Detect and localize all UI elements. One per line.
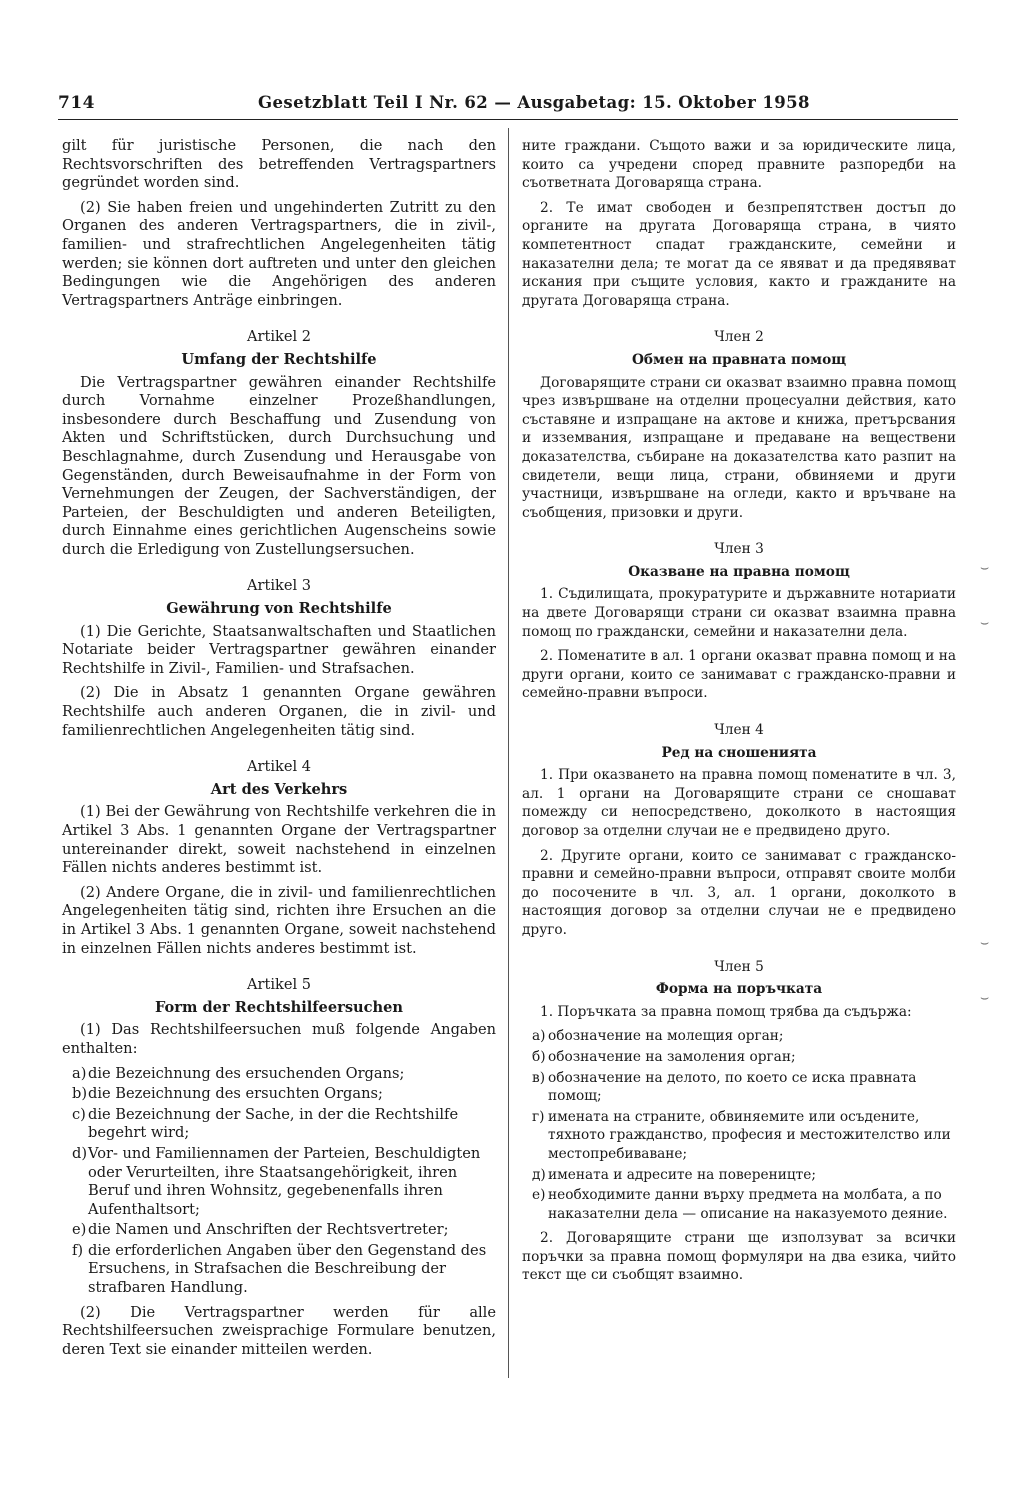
- list-item: в) обозначение на делото, по което се иска правната помощ;: [532, 1069, 917, 1105]
- article-heading: Form der Rechtshilfeersuchen: [154, 998, 404, 1016]
- article-heading: Форма на поръчката: [655, 981, 823, 998]
- article-title: Artikel 5: [246, 976, 312, 994]
- article-title: Член 5: [714, 958, 764, 975]
- list-item: d) Vor- und Familiennamen der Parteien, Beschuldigten oder Verurteilten, ihre Staatsangehörigkeit, ihren Beruf und ihren Wohnsitz, gegebenenfalls ihren Aufenthaltsort;: [72, 1144, 481, 1218]
- paragraph: 2. Те имат свободен и безпрепятствен достъп до органите на другата Договаряща страна, в чиято компетентност спадат гражданските, семейни и наказателни дела; те могат да се явяват и да предявяват искания при същите условия, както и гражданите на другата Договаряща страна.: [522, 199, 956, 309]
- paragraph: 1. Съдилищата, прокуратурите и държавните нотариати на двете Договарящи страни си оказват взаимна правна помощ по граждански, семейни и наказателни дела.: [522, 586, 956, 640]
- article-title: Член 2: [714, 329, 764, 346]
- column-divider: [508, 128, 509, 1378]
- paragraph: (2) Die Vertragspartner werden für alle Rechtshilfeersuchen zweisprachige Formulare benutzen, deren Text sie einander mitteilen werden.: [62, 1303, 496, 1358]
- list-item: c) die Bezeichnung der Sache, in der die Rechtshilfe begehrt wird;: [72, 1105, 459, 1142]
- paragraph: (2) Die in Absatz 1 genannten Organe gewähren Rechtshilfe auch anderen Organen, die in zivil- und familienrechtlichen Angelegenheiten tätig sind.: [62, 684, 496, 739]
- paragraph: 1. Поръчката за правна помощ трябва да съдържа:: [540, 1003, 912, 1020]
- article-heading: Обмен на правната помощ: [631, 351, 847, 368]
- paragraph: (2) Andere Organe, die in zivil- und familienrechtlichen Angelegenheiten tätig sind, richten ihre Ersuchen an die in Artikel 3 Abs. 1 genannten Organe, soweit nachstehend in einzelnen Fällen nichts anderes bestimmt ist.: [62, 883, 496, 957]
- paragraph: Die Vertragspartner gewähren einander Rechtshilfe durch Vornahme einzelner Prozeßhandlungen, insbesondere durch Beschaffung und Zusendung von Akten und Schriftstücken, durch Durchsuchung und Beschlagnahme, durch Zusendung und Herausgabe von Gegenständen, durch Beweisaufnahme in der Form von Vernehmungen der Zeugen, der Sachverständigen, der Parteien, der Beschuldigten und anderen Beteiligten, durch Einnahme eines gerichtlichen Augenscheins sowie durch die Erledigung von Zustellungsersuchen.: [62, 373, 496, 558]
- article-heading: Umfang der Rechtshilfe: [181, 350, 377, 368]
- list-item: е) необходимите данни върху предмета на молбата, а по наказателни дела — описание на наказуемото деяние.: [532, 1187, 948, 1222]
- article-title: Artikel 3: [246, 577, 312, 595]
- paragraph: (1) Bei der Gewährung von Rechtshilfe verkehren die in Artikel 3 Abs. 1 genannten Organe der Vertragspartner untereinander direkt, soweit nachstehend in einzelnen Fällen nichts anderes bestimmt ist.: [62, 803, 496, 877]
- paragraph: 1. При оказването на правна помощ поменатите в чл. 3, ал. 1 органи на Договарящите страни се сношават помежду си непосредствено, доколкото в настоящия договор за отделни случаи не е предвидено друго.: [522, 767, 956, 839]
- article-title: Член 4: [714, 722, 764, 739]
- page-header: [58, 93, 958, 120]
- paragraph: 2. Другите органи, които се занимават с гражданско-правни и семейно-правни въпроси, отправят своите молби до посочените в чл. 3, ал. 1 органи, доколкото в настоящия договор за отделни случаи не е предвидено друго.: [522, 847, 956, 938]
- german-column: [62, 137, 496, 1365]
- paragraph: ните граждани. Същото важи и за юридическите лица, които са учредени според правните разпоредби на съответната Договаряща страна.: [522, 138, 956, 192]
- paragraph: 2. Поменатите в ал. 1 органи оказват правна помощ и на други органи, които се занимават с гражданско-правни и семейно-правни въпроси.: [522, 648, 956, 702]
- enumerated-list: [62, 1065, 496, 1298]
- article-title: Artikel 4: [246, 758, 312, 776]
- pencil-mark-icon: ⌣: [980, 990, 990, 1006]
- bulgarian-column: [522, 137, 956, 1291]
- pencil-mark-icon: ⌣: [980, 560, 990, 576]
- list-item: а) обозначение на молещия орган;: [532, 1028, 784, 1045]
- list-item: f) die erforderlichen Angaben über den Gegenstand des Ersuchens, in Strafsachen die Beschreibung der strafbaren Handlung.: [72, 1241, 487, 1297]
- paragraph: gilt für juristische Personen, die nach den Rechtsvorschriften des betreffenden Vertragspartners gegründet worden sind.: [62, 137, 496, 192]
- page-number: 714: [58, 93, 95, 113]
- list-item: b) die Bezeichnung des ersuchten Organs;: [72, 1085, 383, 1103]
- article-title: Член 3: [714, 541, 764, 558]
- enumerated-list: [522, 1027, 956, 1223]
- paragraph: 2. Договарящите страни ще използуват за всички поръчки за правна помощ формуляри на два езика, чийто текст ще си съобщят взаимно.: [522, 1230, 956, 1284]
- article-heading: Gewährung von Rechtshilfe: [166, 600, 392, 618]
- article-heading: Ред на сношенията: [661, 744, 817, 761]
- article-heading: Art des Verkehrs: [210, 780, 348, 798]
- article-heading: Оказване на правна помощ: [628, 563, 850, 580]
- pencil-mark-icon: ⌣: [980, 935, 990, 951]
- list-item: б) обозначение на замоления орган;: [532, 1048, 796, 1065]
- running-title: Gesetzblatt Teil I Nr. 62 — Ausgabetag: 15. Oktober 1958: [258, 93, 810, 112]
- article-title: Artikel 2: [246, 328, 312, 346]
- list-item: д) имената и адресите на повереницте;: [532, 1166, 816, 1183]
- list-item: г) имената на страните, обвиняемите или осъдените, тяхното гражданство, професия и местожителство или местопребиваване;: [532, 1108, 951, 1162]
- list-item: a) die Bezeichnung des ersuchenden Organs;: [72, 1064, 405, 1082]
- pencil-mark-icon: ⌣: [980, 615, 990, 631]
- paragraph: (2) Sie haben freien und ungehinderten Zutritt zu den Organen des anderen Vertragspartners, die in zivil-, familien- und strafrechtlichen Angelegenheiten tätig werden; sie können dort auftreten und unter den gleichen Bedingungen wie die Angehörigen des anderen Vertragspartners Anträge einbringen.: [62, 198, 496, 309]
- paragraph: (1) Das Rechtshilfeersuchen muß folgende Angaben enthalten:: [62, 1021, 496, 1057]
- paragraph: (1) Die Gerichte, Staatsanwaltschaften und Staatlichen Notariate beider Vertragspartner gewähren einander Rechtshilfe in Zivil-, Familien- und Strafsachen.: [62, 622, 496, 677]
- list-item: e) die Namen und Anschriften der Rechtsvertreter;: [72, 1221, 449, 1239]
- paragraph: Договарящите страни си оказват взаимно правна помощ чрез извършване на отделни процесуални действия, като съставяне и изпращане на актове и книжа, претърсвания и изземвания, изпращане и предаване на веществени доказателства, събиране на доказателства като разпит на свидетели, вещи лица, страни, обвиняеми и други участници, извършване на огледи, както и връчване на съобщения, призовки и други.: [522, 374, 956, 521]
